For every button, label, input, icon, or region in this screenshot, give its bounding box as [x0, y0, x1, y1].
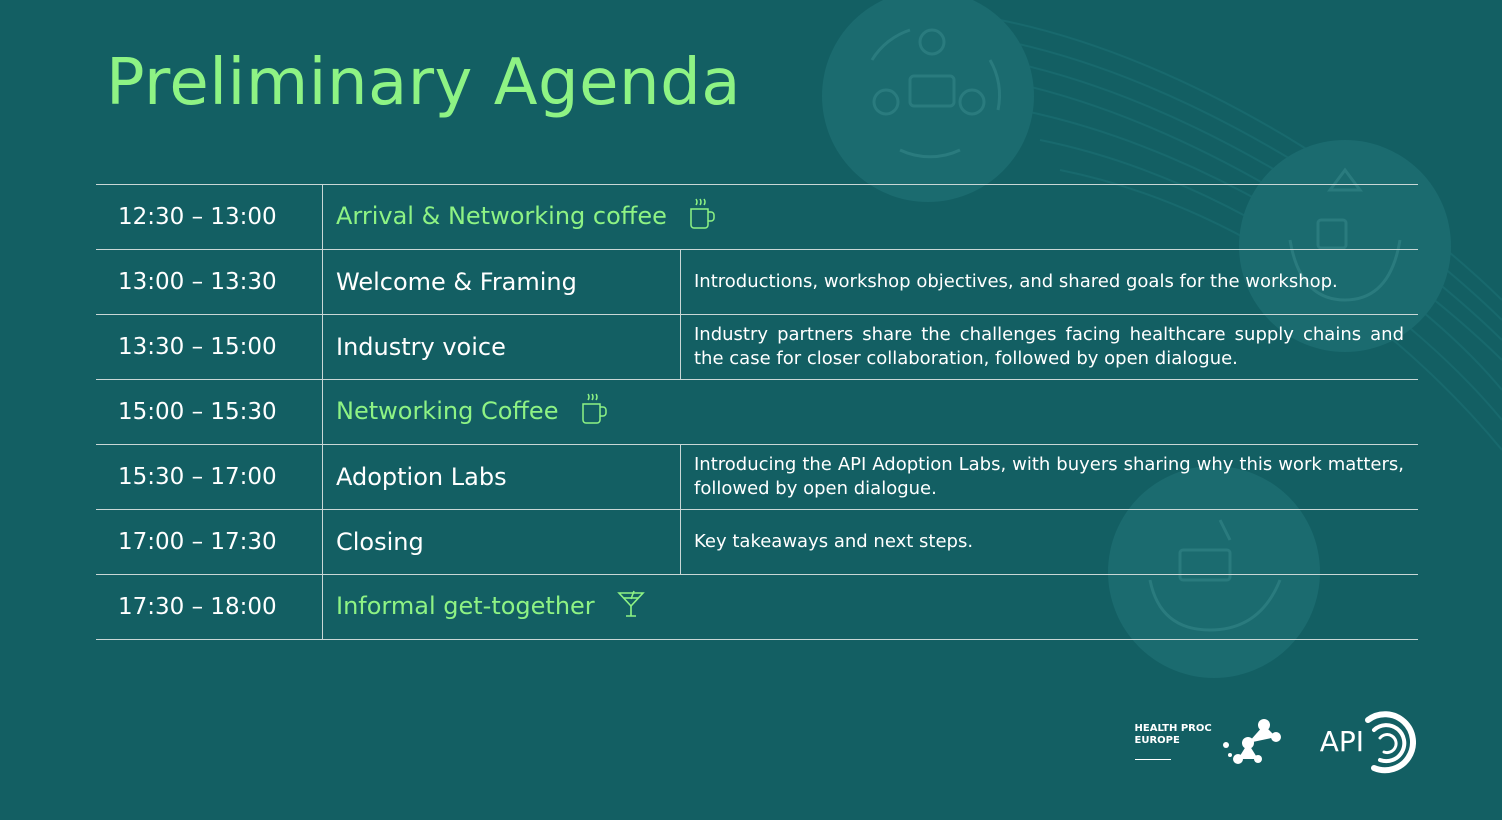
agenda-description: Industry partners share the challenges facing healthcare supply chains and the case for closer collaboration, followed by open dialogue.	[681, 315, 1419, 380]
agenda-time: 13:30 – 15:00	[96, 315, 323, 380]
agenda-title-cell	[323, 575, 1419, 640]
agenda-table	[96, 184, 1418, 640]
agenda-title: Informal get-together	[336, 592, 595, 620]
agenda-description: Introducing the API Adoption Labs, with buyers sharing why this work matters, followed by open dialogue.	[681, 445, 1419, 510]
agenda-row-closing	[96, 510, 1418, 575]
agenda-row-adoption	[96, 445, 1418, 510]
api-logo: API	[1320, 706, 1416, 776]
agenda-description: Key takeaways and next steps.	[681, 510, 1419, 575]
coffee-icon	[580, 391, 608, 433]
agenda-title: Closing	[323, 510, 681, 575]
coffee-icon	[688, 196, 716, 238]
footer-logos	[1135, 706, 1417, 776]
api-swirl-mark	[1358, 706, 1416, 776]
agenda-time: 15:00 – 15:30	[96, 380, 323, 445]
agenda-time: 13:00 – 13:30	[96, 250, 323, 315]
health-proc-logo: HEALTH PROC EUROPE	[1135, 715, 1284, 767]
agenda-time: 12:30 – 13:00	[96, 185, 323, 250]
agenda-description: Introductions, workshop objectives, and shared goals for the workshop.	[681, 250, 1419, 315]
agenda-title: Arrival & Networking coffee	[336, 202, 667, 230]
agenda-row-welcome	[96, 250, 1418, 315]
agenda-time: 17:30 – 18:00	[96, 575, 323, 640]
agenda-title-cell	[323, 185, 1419, 250]
agenda-row-gettogether	[96, 575, 1418, 640]
agenda-time: 15:30 – 17:00	[96, 445, 323, 510]
agenda-title: Adoption Labs	[323, 445, 681, 510]
agenda-title-cell	[323, 380, 1419, 445]
agenda-time: 17:00 – 17:30	[96, 510, 323, 575]
health-proc-mark	[1218, 715, 1284, 767]
page-title: Preliminary Agenda	[106, 46, 741, 120]
agenda-row-industry	[96, 315, 1418, 380]
agenda-title: Industry voice	[323, 315, 681, 380]
agenda-row-arrival	[96, 185, 1418, 250]
agenda-row-coffee	[96, 380, 1418, 445]
agenda-title: Networking Coffee	[336, 397, 559, 425]
cocktail-icon	[616, 589, 646, 625]
agenda-title: Welcome & Framing	[323, 250, 681, 315]
